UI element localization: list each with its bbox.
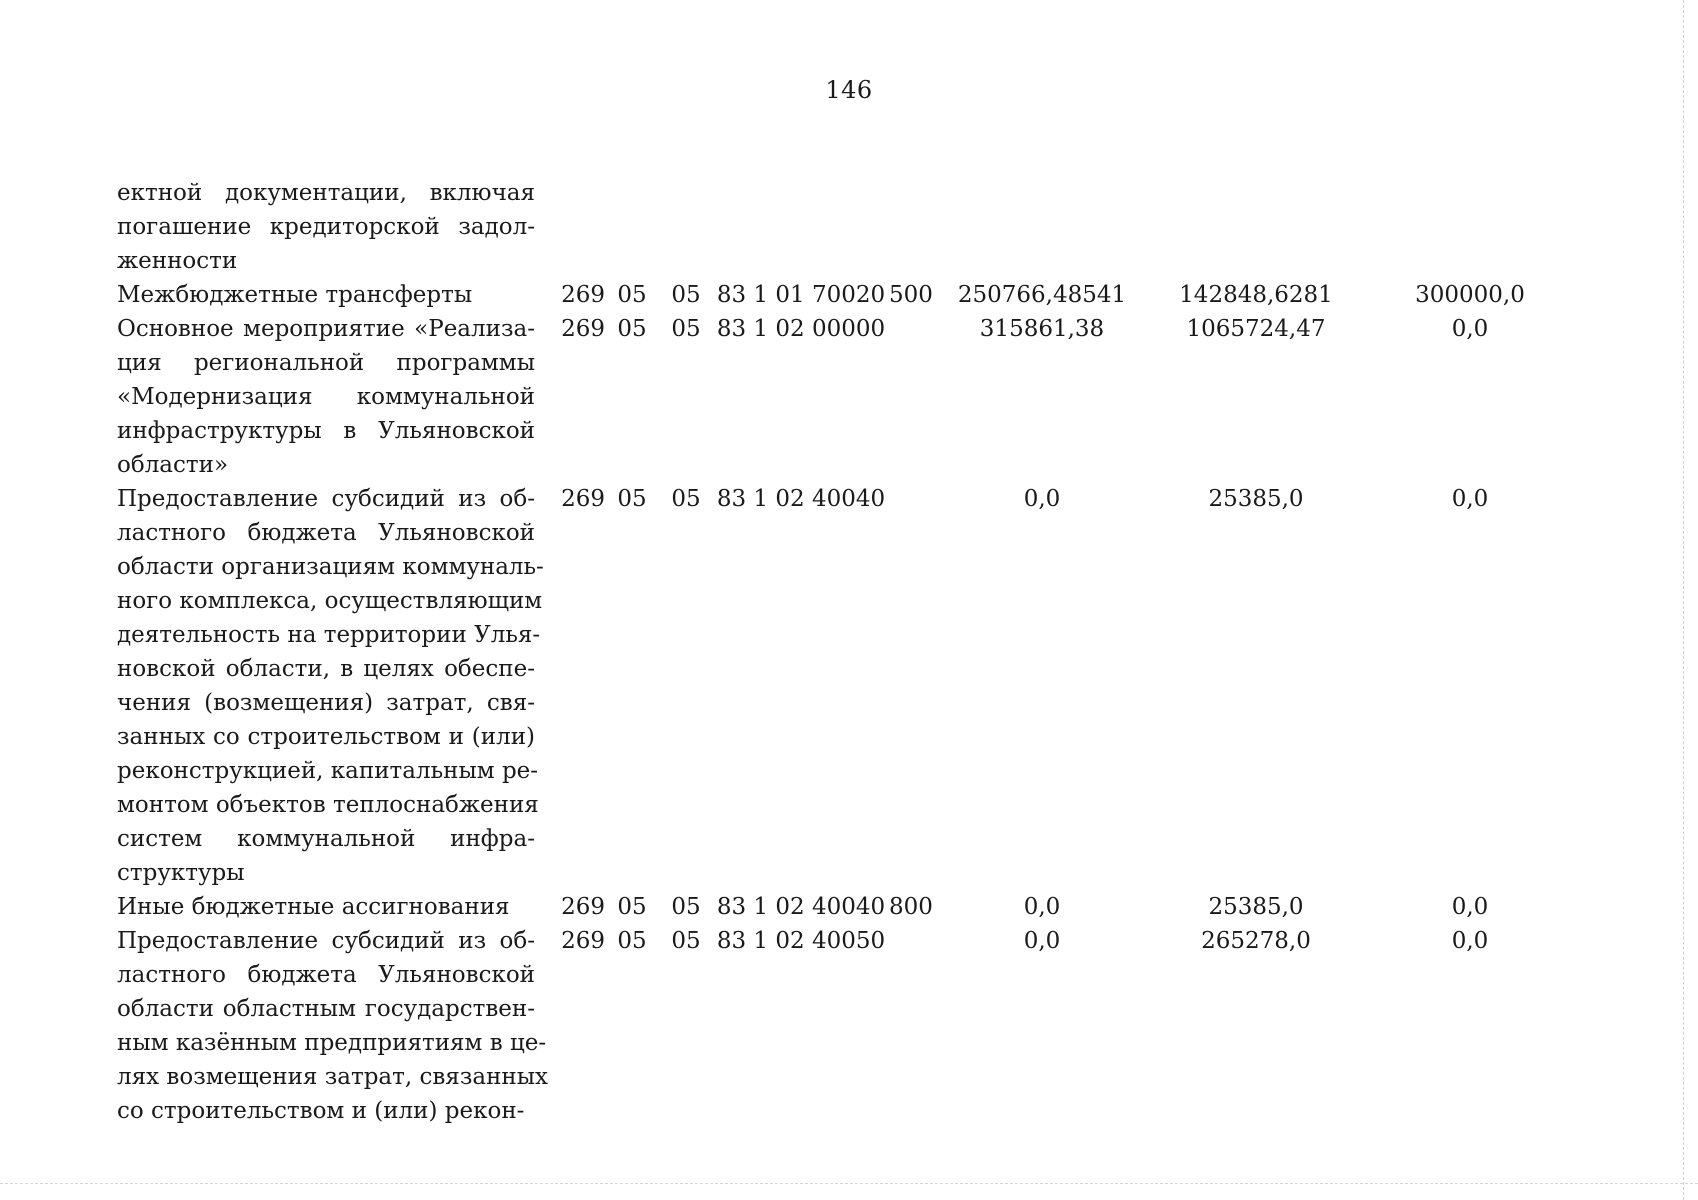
amount-year-3-cell: 0,0 <box>1451 316 1489 342</box>
item-name-cell <box>117 482 544 890</box>
item-name-line: деятельность на территории Улья- <box>117 622 541 648</box>
amount-year-3-cell: 300000,0 <box>1415 282 1525 308</box>
item-name-line: чения (возмещения) затрат, свя- <box>117 690 535 716</box>
ministry-code-cell: 269 <box>561 316 605 342</box>
item-name-line: ного комплекса, осуществляющим <box>117 588 543 614</box>
subsection-code-cell: 05 <box>671 486 701 512</box>
ministry-code-cell: 269 <box>561 928 605 954</box>
subsection-code-cell <box>659 176 713 278</box>
item-name-line: структуры <box>117 860 245 886</box>
target-article-cell: 83 1 02 00000 <box>716 316 886 342</box>
section-code-cell: 05 <box>617 928 647 954</box>
target-article-cell: 83 1 02 40040 <box>716 486 886 512</box>
subsection-code-cell: 05 <box>671 282 701 308</box>
item-name-line: ция региональной программы <box>117 350 535 376</box>
section-code-cell: 05 <box>617 894 647 920</box>
amount-year-3-cell <box>1363 176 1577 278</box>
item-name-line: области» <box>117 452 229 478</box>
ministry-code-cell: 269 <box>561 282 605 308</box>
expense-type-cell <box>889 482 935 890</box>
amount-year-1-cell <box>935 176 1149 278</box>
table-row <box>117 312 1577 482</box>
scan-edge-line <box>1682 0 1684 1200</box>
expense-type-cell: 800 <box>889 894 933 920</box>
item-name-line: занных со строительством и (или) <box>117 724 535 750</box>
item-name-line: «Модернизация коммунальной <box>117 384 535 410</box>
item-name-line: области организациям коммуналь- <box>117 554 544 580</box>
table-body <box>117 176 1577 1128</box>
amount-year-1-cell: 0,0 <box>1023 928 1061 954</box>
table-row <box>117 890 1577 924</box>
item-name-cell <box>117 312 535 482</box>
expense-type-cell <box>889 924 935 1128</box>
table-row <box>117 278 1577 312</box>
amount-year-2-cell: 25385,0 <box>1208 486 1304 512</box>
ministry-code-cell <box>535 176 605 278</box>
item-name-line: женности <box>117 248 238 274</box>
target-article-cell: 83 1 01 70020 <box>716 282 886 308</box>
target-article-cell <box>713 176 889 278</box>
scan-bottom-line <box>0 1182 1698 1184</box>
item-name-line: области областным государствен- <box>117 996 535 1022</box>
section-code-cell: 05 <box>617 486 647 512</box>
item-name-line: Основное мероприятие «Реализа- <box>117 316 535 342</box>
target-article-cell: 83 1 02 40040 <box>716 894 886 920</box>
item-name-line: ектной документации, включая <box>117 180 535 206</box>
table-row <box>117 176 1577 278</box>
subsection-code-cell: 05 <box>671 894 701 920</box>
item-name-cell <box>117 176 535 278</box>
ministry-code-cell: 269 <box>561 894 605 920</box>
page-number: 146 <box>825 76 873 104</box>
expense-type-cell: 500 <box>889 282 933 308</box>
amount-year-2-cell <box>1149 176 1363 278</box>
section-code-cell <box>605 176 659 278</box>
item-name-line: инфраструктуры в Ульяновской <box>117 418 535 444</box>
amount-year-3-cell: 0,0 <box>1451 928 1489 954</box>
item-name-line: новской области, в целях обеспе- <box>117 656 535 682</box>
amount-year-3-cell: 0,0 <box>1451 894 1489 920</box>
item-name-cell <box>117 890 535 924</box>
target-article-cell: 83 1 02 40050 <box>716 928 886 954</box>
table-row <box>117 482 1577 890</box>
expense-type-cell <box>889 176 935 278</box>
item-name-line: ным казённым предприятиям в це- <box>117 1030 547 1056</box>
amount-year-1-cell: 0,0 <box>1023 486 1061 512</box>
item-name-cell <box>117 924 549 1128</box>
table-row <box>117 924 1577 1128</box>
amount-year-1-cell: 250766,48541 <box>957 282 1127 308</box>
item-name-cell <box>117 278 535 312</box>
item-name-line: Иные бюджетные ассигнования <box>117 894 510 920</box>
subsection-code-cell: 05 <box>671 928 701 954</box>
item-name-line: монтом объектов теплоснабжения <box>117 792 539 818</box>
amount-year-3-cell: 0,0 <box>1451 486 1489 512</box>
section-code-cell: 05 <box>617 282 647 308</box>
item-name-line: лях возмещения затрат, связанных <box>117 1064 549 1090</box>
item-name-line: погашение кредиторской задол- <box>117 214 535 240</box>
subsection-code-cell: 05 <box>671 316 701 342</box>
item-name-line: ластного бюджета Ульяновской <box>117 962 535 988</box>
item-name-line: реконструкцией, капитальным ре- <box>117 758 539 784</box>
item-name-line: систем коммунальной инфра- <box>117 826 535 852</box>
amount-year-1-cell: 0,0 <box>1023 894 1061 920</box>
item-name-line: Предоставление субсидий из об- <box>117 486 535 512</box>
item-name-line: Предоставление субсидий из об- <box>117 928 535 954</box>
expense-type-cell <box>889 312 935 482</box>
amount-year-2-cell: 142848,6281 <box>1179 282 1333 308</box>
item-name-line: со строительством и (или) рекон- <box>117 1098 525 1124</box>
item-name-line: Межбюджетные трансферты <box>117 282 473 308</box>
item-name-line: ластного бюджета Ульяновской <box>117 520 535 546</box>
amount-year-1-cell: 315861,38 <box>979 316 1105 342</box>
amount-year-2-cell: 265278,0 <box>1201 928 1311 954</box>
budget-table <box>117 176 1577 1128</box>
amount-year-2-cell: 1065724,47 <box>1186 316 1326 342</box>
ministry-code-cell: 269 <box>561 486 605 512</box>
section-code-cell: 05 <box>617 316 647 342</box>
amount-year-2-cell: 25385,0 <box>1208 894 1304 920</box>
